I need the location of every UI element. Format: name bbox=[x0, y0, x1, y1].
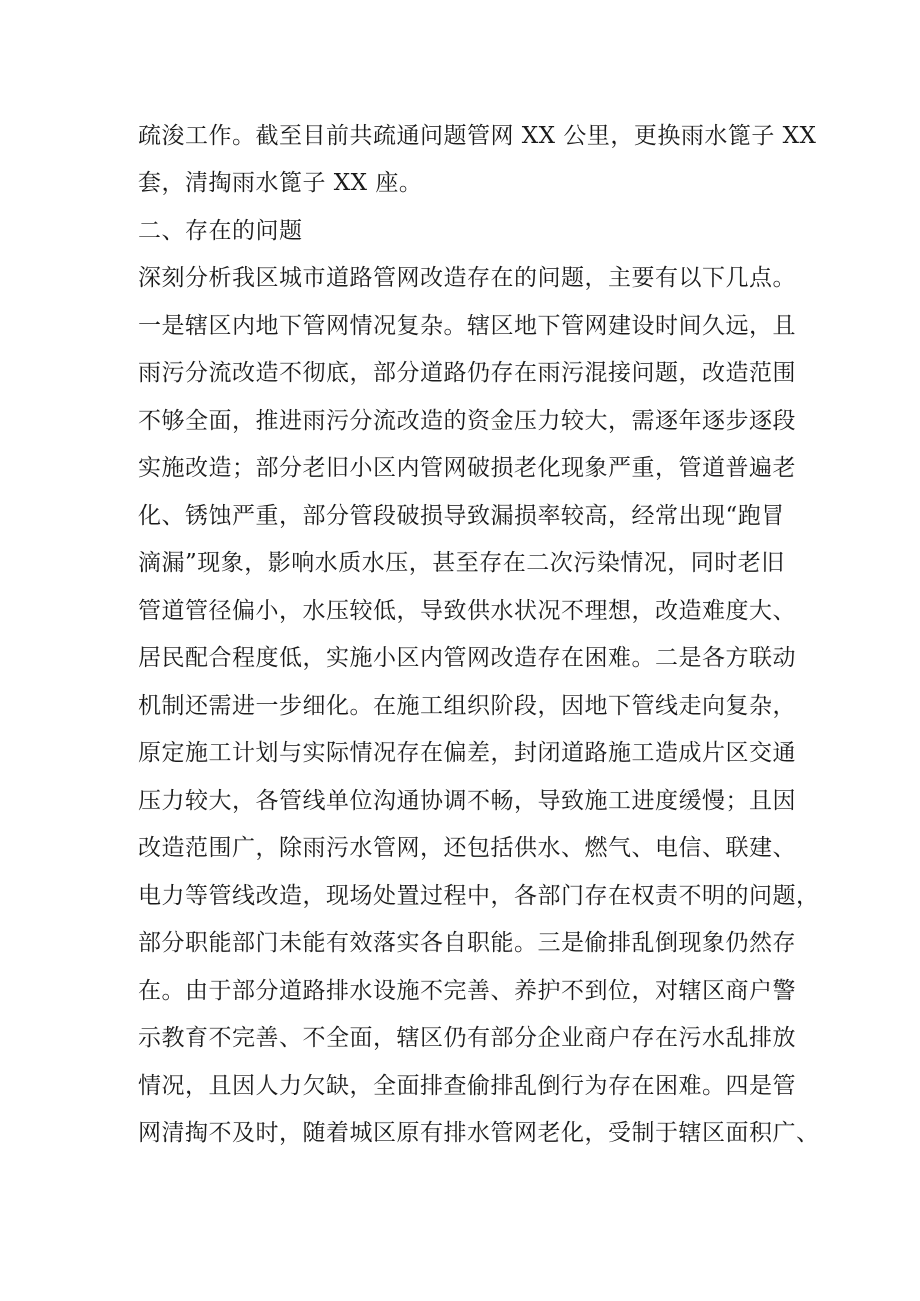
text-line: 网清掏不及时，随着城区原有排水管网老化，受制于辖区面积广、 bbox=[138, 1120, 820, 1146]
text-line: 滴漏”现象，影响水质水压，甚至存在二次污染情况，同时老旧 bbox=[138, 550, 785, 576]
text-line: 在。由于部分道路排水设施不完善、养护不到位，对辖区商户警 bbox=[138, 978, 796, 1004]
text-line: 疏浚工作。截至目前共疏通问题管网 XX 公里，更换雨水篦子 XX bbox=[138, 123, 817, 149]
text-line: 居民配合程度低，实施小区内管网改造存在困难。二是各方联动 bbox=[138, 645, 796, 671]
text-line: 改造范围广，除雨污水管网，还包括供水、燃气、电信、联建、 bbox=[138, 835, 796, 861]
text-line: 示教育不完善、不全面，辖区仍有部分企业商户存在污水乱排放 bbox=[138, 1025, 796, 1051]
text-line: 一是辖区内地下管网情况复杂。辖区地下管网建设时间久远，且 bbox=[138, 313, 796, 339]
text-line: 压力较大，各管线单位沟通协调不畅，导致施工进度缓慢；且因 bbox=[138, 788, 796, 814]
text-line: 原定施工计划与实际情况存在偏差，封闭道路施工造成片区交通 bbox=[138, 740, 796, 766]
text-line: 电力等管线改造，现场处置过程中，各部门存在权责不明的问题， bbox=[138, 883, 820, 909]
section-heading: 二、存在的问题 bbox=[138, 218, 303, 244]
text-line: 机制还需进一步细化。在施工组织阶段，因地下管线走向复杂， bbox=[138, 693, 796, 719]
text-line: 部分职能部门未能有效落实各自职能。三是偷排乱倒现象仍然存 bbox=[138, 930, 796, 956]
text-line: 雨污分流改造不彻底，部分道路仍存在雨污混接问题，改造范围 bbox=[138, 360, 796, 386]
text-line: 实施改造；部分老旧小区内管网破损老化现象严重，管道普遍老 bbox=[138, 455, 796, 481]
text-line: 情况，且因人力欠缺，全面排查偷排乱倒行为存在困难。四是管 bbox=[138, 1073, 796, 1099]
text-line: 化、锈蚀严重，部分管段破损导致漏损率较高，经常出现“跑冒 bbox=[138, 503, 785, 529]
text-line: 不够全面，推进雨污分流改造的资金压力较大，需逐年逐步逐段 bbox=[138, 408, 796, 434]
text-line: 套，清掏雨水篦子 XX 座。 bbox=[138, 170, 423, 196]
text-line: 管道管径偏小，水压较低，导致供水状况不理想，改造难度大、 bbox=[138, 598, 796, 624]
text-line: 深刻分析我区城市道路管网改造存在的问题，主要有以下几点。 bbox=[138, 265, 796, 291]
